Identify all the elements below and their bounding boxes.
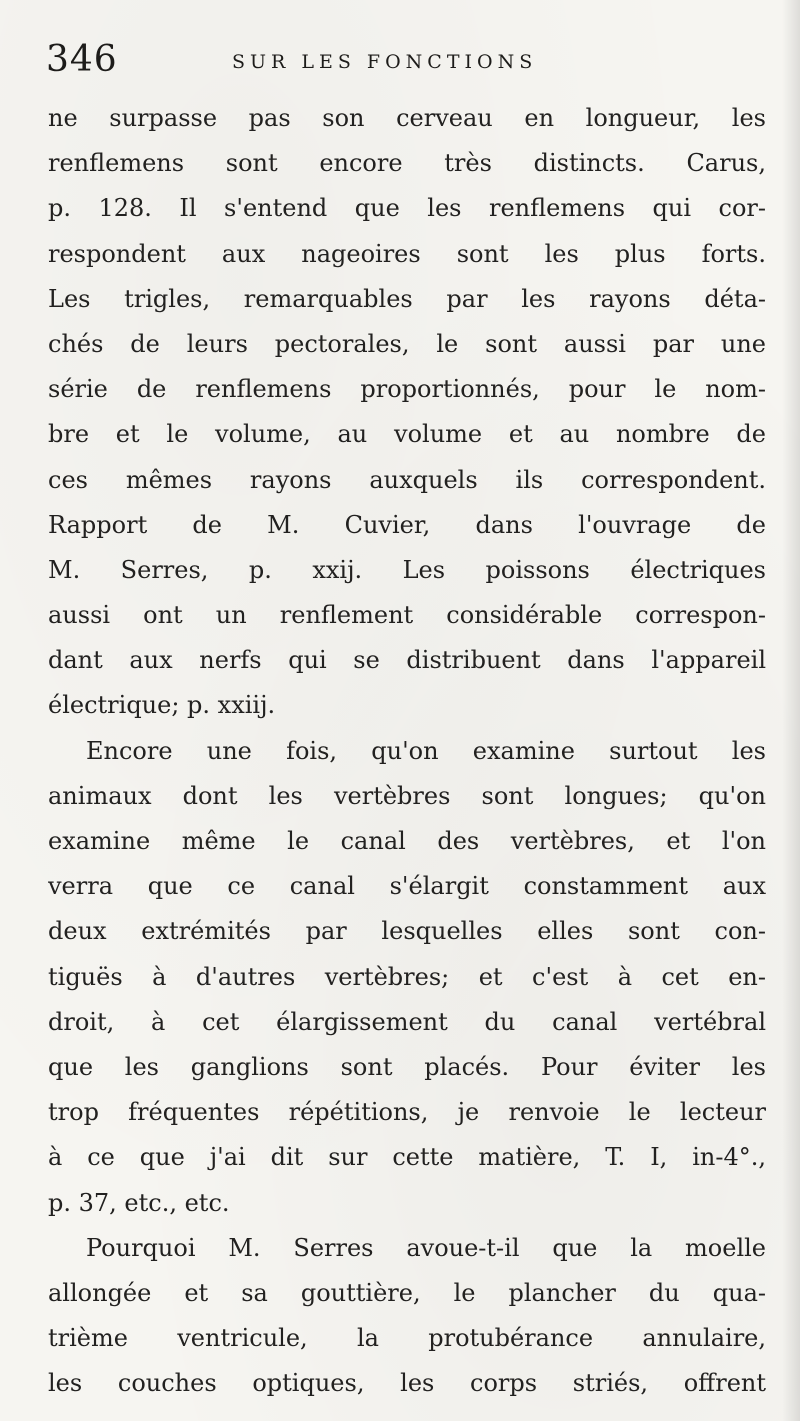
- text-line: ne surpasse pas son cerveau en longueur, les: [48, 104, 766, 132]
- page-number: 346: [46, 39, 118, 80]
- text-line: électrique; p. xxiij.: [48, 691, 276, 720]
- running-head-title: SUR LES FONCTIONS: [232, 51, 538, 73]
- text-line: tiguës à d'autres vertèbres; et c'est à cet en-: [48, 962, 766, 991]
- text-line: trop fréquentes répétitions, je renvoie le lecteur: [48, 1098, 766, 1127]
- text-line: à ce que j'ai dit sur cette matière, T. I, in-4°.,: [48, 1143, 766, 1172]
- text-line: verra que ce canal s'élargit constamment aux: [48, 872, 766, 901]
- text-line: droit, à cet élargissement du canal vertébral: [48, 1007, 766, 1036]
- text-line: ces mêmes rayons auxquels ils correspondent.: [48, 465, 766, 494]
- text-line: p. 128. Il s'entend que les renflemens qui cor-: [48, 194, 766, 223]
- text-line: M. Serres, p. xxij. Les poissons électriques: [48, 555, 766, 584]
- running-head: [46, 34, 766, 86]
- text-line: chés de leurs pectorales, le sont aussi par une: [48, 329, 766, 358]
- body-text: [48, 96, 766, 1406]
- text-line: deux extrémités par lesquelles elles sont con-: [48, 917, 766, 946]
- text-line: respondent aux nageoires sont les plus forts.: [48, 239, 766, 268]
- text-line: p. 37, etc., etc.: [48, 1188, 230, 1217]
- text-line: animaux dont les vertèbres sont longues; qu'on: [48, 781, 766, 810]
- paragraph-first-line: Encore une fois, qu'on examine surtout les: [86, 736, 766, 765]
- text-line: aussi ont un renflement considérable correspon-: [48, 601, 766, 630]
- text-line: Les trigles, remarquables par les rayons déta-: [48, 284, 766, 313]
- text-line: série de renflemens proportionnés, pour le nom-: [48, 375, 766, 404]
- text-line: les couches optiques, les corps striés, offrent: [48, 1369, 766, 1398]
- text-line: Rapport de M. Cuvier, dans l'ouvrage de: [48, 510, 766, 539]
- text-line: bre et le volume, au volume et au nombre de: [48, 420, 766, 449]
- paragraph-first-line: Pourquoi M. Serres avoue-t-il que la moelle: [86, 1233, 766, 1262]
- page-edge-shadow: [782, 0, 800, 1421]
- text-line: allongée et sa gouttière, le plancher du qua-: [48, 1278, 766, 1307]
- text-line: trième ventricule, la protubérance annulaire,: [48, 1324, 766, 1353]
- text-line: renflemens sont encore très distincts. Carus,: [48, 149, 766, 178]
- text-line: que les ganglions sont placés. Pour éviter les: [48, 1052, 766, 1081]
- text-line: examine même le canal des vertèbres, et l'on: [48, 827, 766, 855]
- text-line: dant aux nerfs qui se distribuent dans l'appareil: [48, 646, 766, 675]
